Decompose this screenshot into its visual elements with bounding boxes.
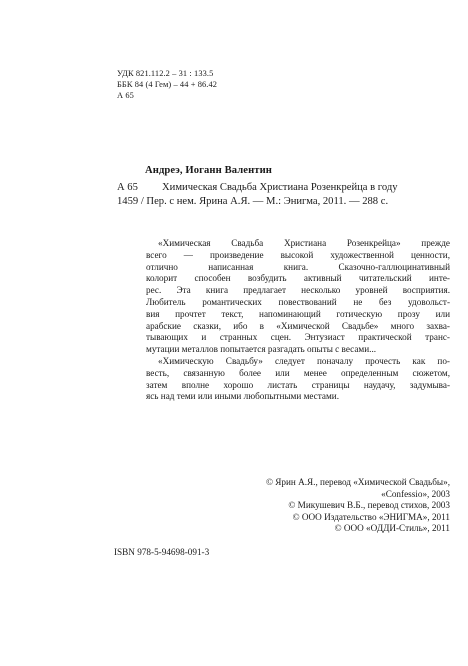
isbn: ISBN 978-5-94698-091-3 (114, 547, 210, 557)
annotation-line: Любитель романтических повествований не без удовольст- (146, 296, 450, 307)
author-mark: А 65 (117, 91, 134, 100)
annotation-line: затем вполне хорошо листать страницы наудачу, задумыва- (146, 379, 450, 390)
annotation-line: «Химическая Свадьба Христиана Розенкрейца» прежде (158, 238, 450, 248)
annotation-line: весть, связанную более или менее определенным сюжетом, (146, 367, 450, 378)
annotation-line: всего — произведение высокой художественной ценности, (146, 249, 450, 260)
bbk-code: ББК 84 (4 Гем) – 44 + 86.42 (117, 80, 218, 89)
catalog-entry (162, 181, 450, 195)
copyright-publisher: © ООО Издательство «ЭНИГМА», 2011 (292, 511, 450, 522)
copyright-translation-cont: «Confessio», 2003 (381, 488, 450, 499)
annotation-line: колорит способен возбудить активный читательский инте- (146, 273, 450, 284)
catalog-author: Андреэ, Иоганн Валентин (145, 165, 272, 176)
udk-code: УДК 821.112.2 – 31 : 133.5 (117, 69, 214, 78)
annotation (146, 238, 450, 403)
annotation-line: арабские сказки, ибо в «Химической Свадьбе» много захва- (146, 320, 450, 331)
annotation-line: вия прочтет текст, напоминающий готическую прозу или (146, 308, 450, 319)
annotation-line: рес. Эта книга предлагает несколько уровней восприятия. (146, 285, 450, 296)
catalog-code: А 65 (117, 182, 138, 193)
classification-block (117, 68, 217, 101)
catalog-title-line-1: Химическая Свадьба Христиана Розенкрейца в году (162, 182, 398, 193)
copyright-block (150, 477, 450, 535)
annotation-line: ясь над теми или иными любопытными местами. (146, 391, 339, 402)
annotation-line: тывающих и странных сцен. Энтузиаст практической транс- (146, 332, 450, 343)
annotation-line: отлично написанная книга. Сказочно-галлюцинативный (146, 261, 450, 272)
catalog-codes (117, 181, 138, 195)
copyright-layout: © ООО «ОДДИ-Стиль», 2011 (334, 523, 450, 534)
copyright-translation: © Ярин А.Я., перевод «Химической Свадьбы», (265, 477, 450, 487)
catalog-entry-second-line (117, 195, 450, 209)
annotation-line: мутации металлов попытается разгадать опыты с весами... (146, 344, 377, 355)
catalog-title-line-2: 1459 / Пер. с нем. Ярина А.Я. — М.: Энигма, 2011. — 288 с. (117, 195, 389, 207)
annotation-line: «Химическую Свадьбу» следует поначалу прочесть как по- (158, 355, 450, 366)
copyright-verses: © Микушевич В.Б., перевод стихов, 2003 (288, 500, 450, 511)
